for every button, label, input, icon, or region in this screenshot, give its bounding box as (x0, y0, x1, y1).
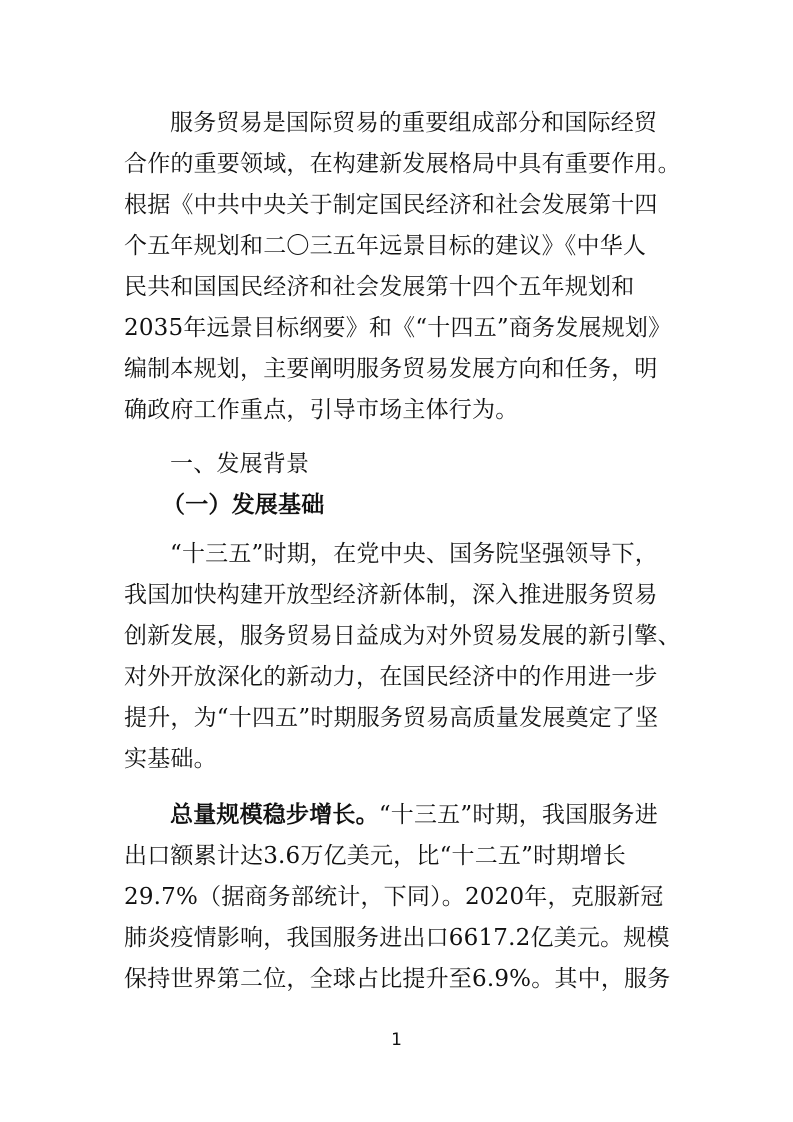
scale-line-2: 出口额累计达3.6万亿美元，比“十二五”时期增长 (124, 843, 626, 869)
scale-line-1 (170, 800, 684, 830)
intro-line-5: 民共和国国民经济和社会发展第十四个五年规划和 (124, 274, 635, 300)
basis-line-5: 提升，为“十四五”时期服务贸易高质量发展奠定了坚 (124, 705, 659, 731)
intro-line-3: 根据《中共中央关于制定国民经济和社会发展第十四 (124, 192, 658, 218)
intro-line-6: 2035年远景目标纲要》和《“十四五”商务发展规划》 (124, 315, 672, 341)
intro-line-4: 个五年规划和二〇三五年远景目标的建议》《中华人 (124, 233, 647, 259)
basis-line-1: “十三五”时期，在党中央、国务院坚强领导下， (170, 541, 658, 567)
scale-line-5: 保持世界第二位，全球占比提升至6.9%。其中，服务 (124, 966, 671, 992)
basis-line-6: 实基础。 (124, 746, 217, 772)
intro-line-1: 服务贸易是国际贸易的重要组成部分和国际经贸 (170, 110, 658, 136)
intro-line-7: 编制本规划，主要阐明服务贸易发展方向和任务，明 (124, 356, 658, 382)
intro-line-2: 合作的重要领域，在构建新发展格局中具有重要作用。 (124, 151, 681, 177)
scale-lead-bold: 总量规模稳步增长。 (170, 801, 379, 828)
intro-line-8: 确政府工作重点，引导市场主体行为。 (124, 397, 519, 423)
scale-line-4: 肺炎疫情影响，我国服务进出口6617.2亿美元。规模 (124, 925, 670, 951)
page-number: 1 (391, 1030, 402, 1050)
scale-first-line-rest: “十三五”时期，我国服务进 (378, 802, 658, 828)
basis-line-2: 我国加快构建开放型经济新体制，深入推进服务贸易 (124, 582, 658, 608)
scale-line-3: 29.7%（据商务部统计，下同）。2020年，克服新冠 (124, 884, 664, 910)
basis-line-4: 对外开放深化的新动力，在国民经济中的作用进一步 (124, 664, 658, 690)
basis-line-3: 创新发展，服务贸易日益成为对外贸易发展的新引擎、 (124, 623, 681, 649)
section-heading: 一、发展背景 (170, 451, 310, 477)
subsection-heading: （一）发展基础 (162, 491, 325, 518)
